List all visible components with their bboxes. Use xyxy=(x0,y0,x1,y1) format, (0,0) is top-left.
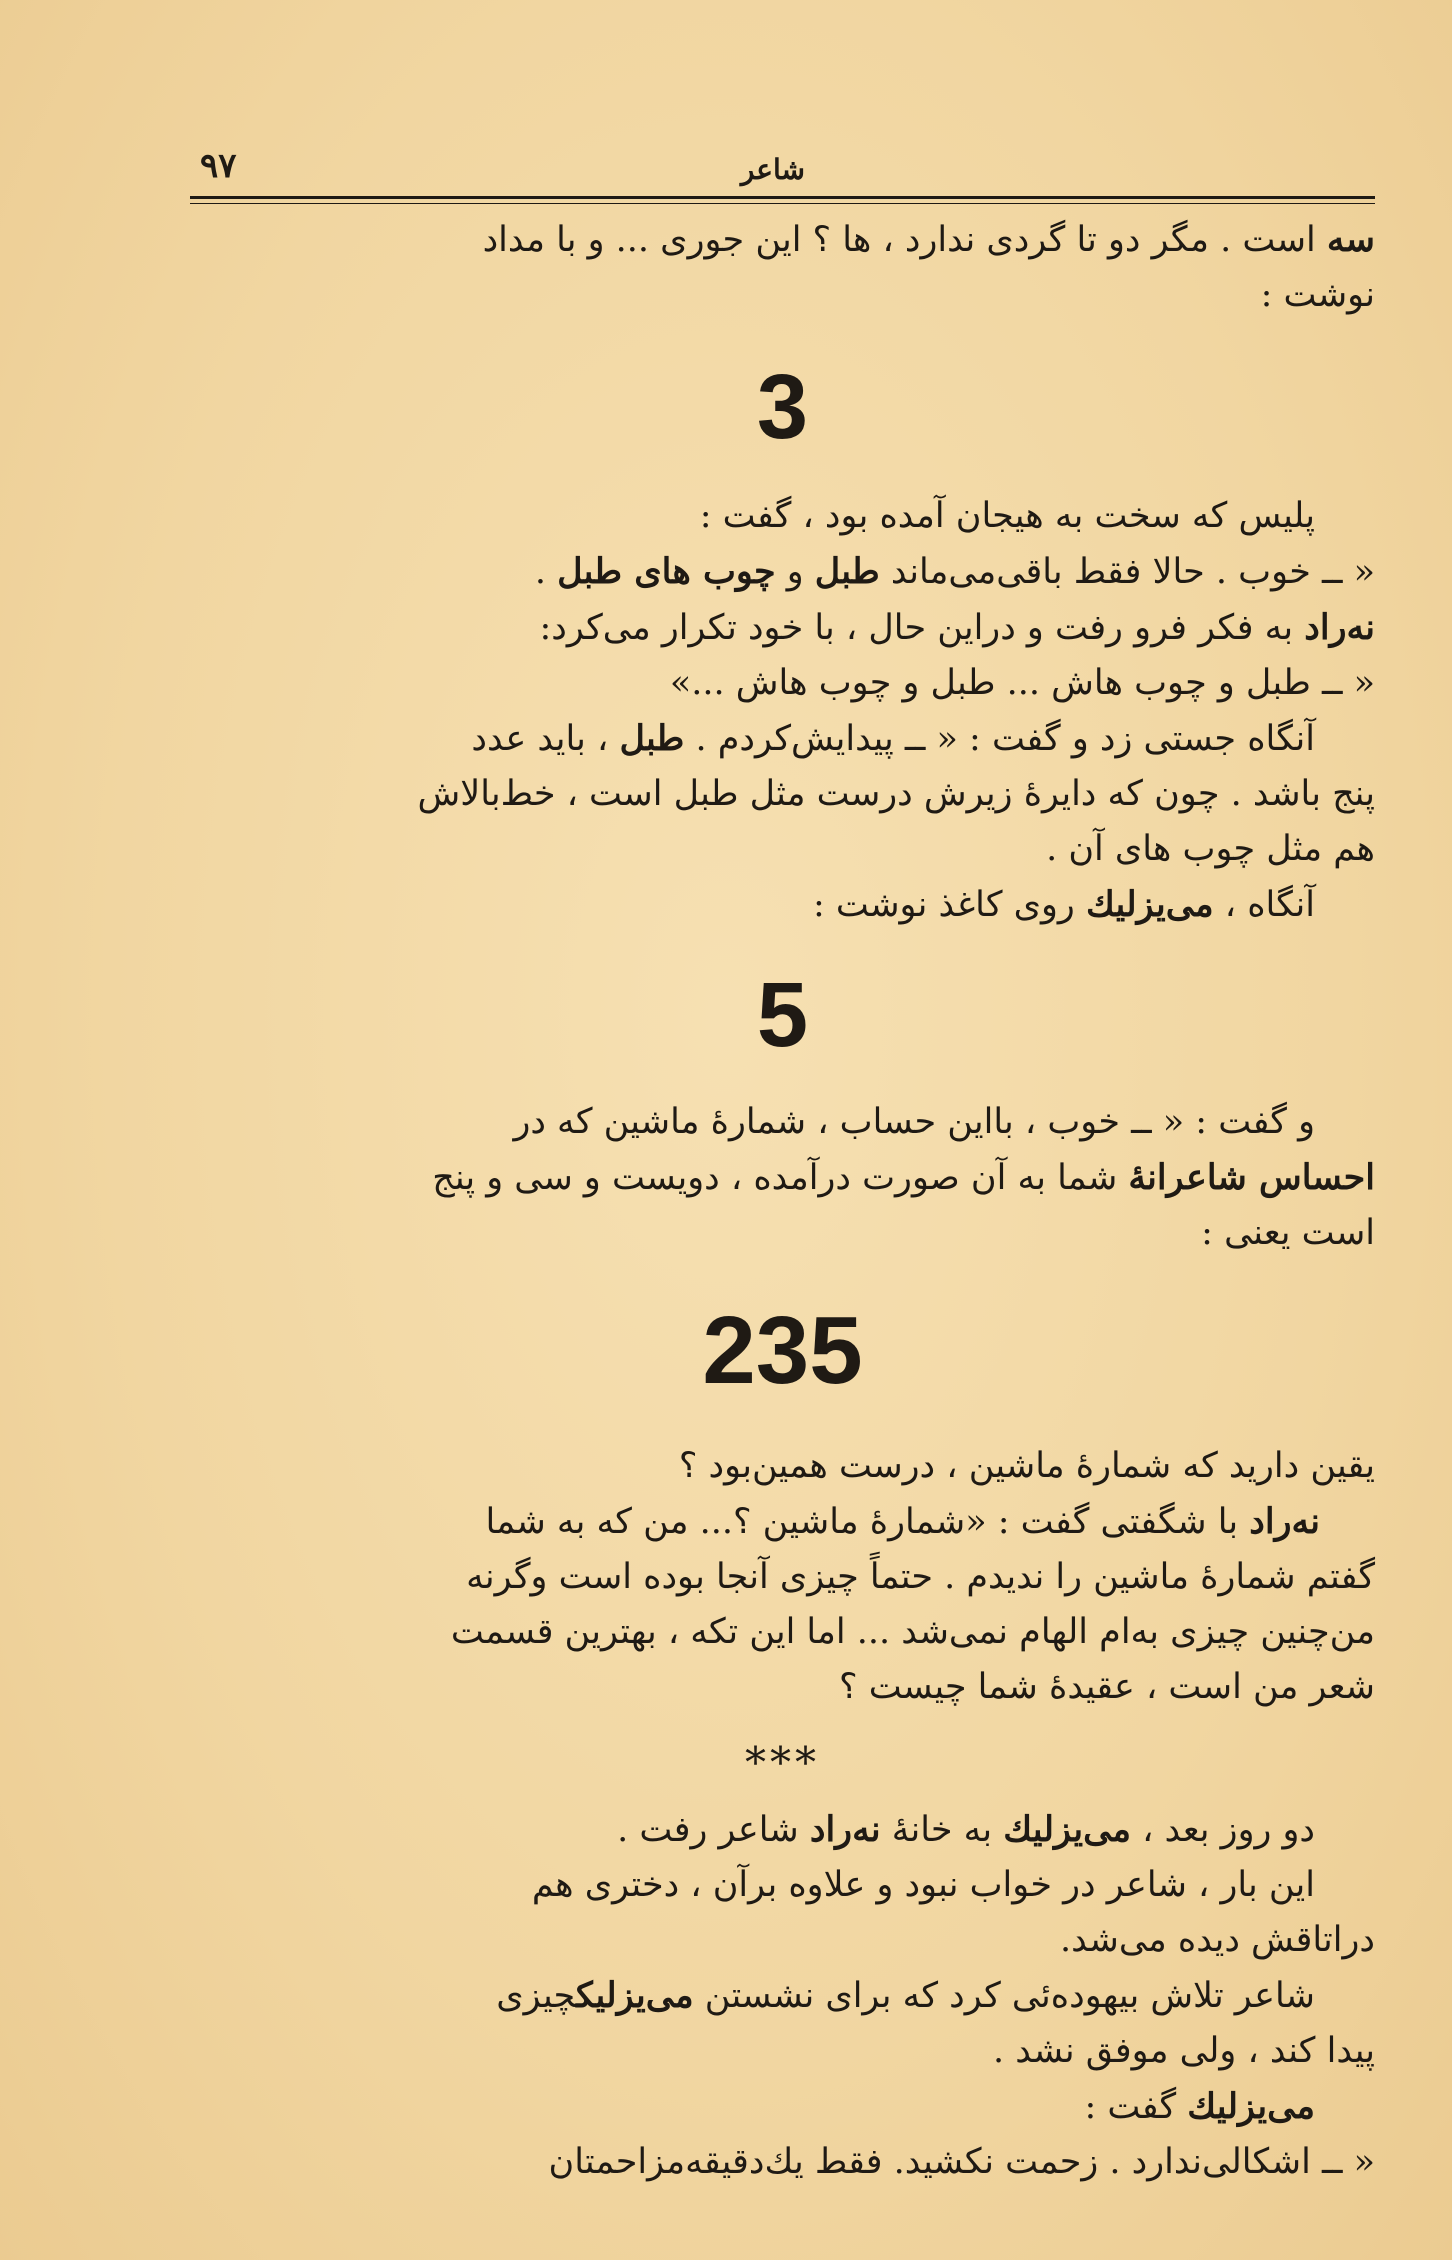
text-line: شعر من است ، عقیدهٔ شما چیست ؟ xyxy=(839,1667,1375,1707)
text-line: هم مثل چوب های آن . xyxy=(1046,829,1375,869)
big-number-5: 5 xyxy=(756,964,809,1066)
text-span: به خانهٔ xyxy=(880,1810,1004,1850)
text-line xyxy=(190,1150,1375,1206)
text-span: دو روز بعد ، xyxy=(1131,1810,1315,1850)
text-span: . xyxy=(534,552,558,592)
text-line xyxy=(190,1494,1375,1550)
big-number-3: 3 xyxy=(756,356,809,458)
bold-word: نه‌راد xyxy=(1304,607,1375,648)
bold-word: سه xyxy=(1326,219,1375,260)
text-line: من‌چنین چیزی به‌ام الهام نمی‌شد ... اما این تکه ، بهترین قسمت xyxy=(450,1612,1375,1652)
bold-word: می‌یزلیك xyxy=(1085,884,1214,925)
text-line: پلیس که سخت به هیجان آمده بود ، گفت : xyxy=(699,496,1315,536)
running-title: شاعر xyxy=(740,153,805,186)
text-span: شما به آن صورت درآمده ، دویست و سی و پنج xyxy=(432,1158,1129,1198)
text-span: آنگاه ، xyxy=(1213,885,1315,925)
text-line xyxy=(190,711,1375,767)
text-line: گفتم شمارهٔ ماشین را ندیدم . حتماً چیزی آنجا بوده است وگرنه xyxy=(466,1557,1375,1597)
text-line xyxy=(190,2079,1375,2135)
text-line xyxy=(190,600,1375,656)
bold-word: احساس شاعرانهٔ xyxy=(1128,1157,1375,1198)
text-line: این بار ، شاعر در خواب نبود و علاوه برآن ، دختری هم xyxy=(531,1865,1315,1905)
bold-word: طبل xyxy=(814,551,880,592)
text-span: است . مگر دو تا گردی ندارد ، ها ؟ این جوری ... و با مداد xyxy=(482,220,1327,260)
bold-word: طبل xyxy=(619,718,685,759)
text-line: نوشت : xyxy=(1260,275,1375,315)
header-rule-thin xyxy=(190,203,1375,204)
text-span: با شگفتی گفت : «شمارهٔ ماشین ؟... من که به شما xyxy=(485,1502,1250,1542)
text-line xyxy=(190,877,1375,933)
text-span: شاعر رفت . xyxy=(617,1810,810,1850)
text-span: ، باید عدد xyxy=(471,719,620,759)
text-line: « ــ اشکالی‌ندارد . زحمت نکشید. فقط یك‌دقیقه‌مزاحمتان xyxy=(548,2142,1375,2182)
bold-word: می‌یزلیك xyxy=(1187,2086,1315,2127)
bold-word: نه‌راد xyxy=(809,1809,881,1850)
bold-word: نه‌راد xyxy=(1249,1501,1320,1542)
section-separator: *** xyxy=(745,1738,820,1787)
text-line: دراتاقش دیده می‌شد. xyxy=(1060,1920,1375,1960)
text-line: و گفت : « ــ خوب ، بااین حساب ، شمارهٔ ماشین که در xyxy=(513,1102,1315,1142)
text-span: به فکر فرو رفت و دراین حال ، با خود تکرار می‌کرد: xyxy=(539,608,1305,648)
text-span: « ــ خوب . حالا فقط باقی‌می‌ماند xyxy=(879,552,1375,592)
page-number: ۹۷ xyxy=(200,146,237,186)
text-line: پیدا کند ، ولی موفق نشد . xyxy=(993,2031,1375,2071)
page-body xyxy=(190,212,1375,2190)
text-span: و xyxy=(775,552,815,592)
text-line xyxy=(190,212,1375,268)
text-line xyxy=(190,1968,1375,2024)
text-line: یقین دارید که شمارهٔ ماشین ، درست همین‌بود ؟ xyxy=(678,1446,1375,1486)
header-rule-thick xyxy=(190,196,1375,199)
bold-word: چوب های طبل xyxy=(557,551,776,592)
text-line xyxy=(190,544,1375,600)
text-span: چیزی xyxy=(496,1976,577,2016)
text-span: شاعر تلاش بیهوده‌ئی کرد که برای نشستن xyxy=(693,1976,1315,2016)
text-line: « ــ طبل و چوب هاش ... طبل و چوب هاش ...» xyxy=(669,663,1375,703)
text-line: است یعنی : xyxy=(1201,1213,1375,1253)
text-line xyxy=(190,1802,1375,1858)
text-span: آنگاه جستی زد و گفت : « ــ پیدایش‌کردم . xyxy=(684,719,1315,759)
page-header xyxy=(190,130,1375,186)
text-span: روی کاغذ نوشت : xyxy=(812,885,1086,925)
bold-word: می‌یزلیك xyxy=(576,1975,694,2016)
big-number-235: 235 xyxy=(702,1297,863,1404)
text-line: پنج باشد . چون که دایرهٔ زیرش درست مثل طبل است ، خط‌بالاش xyxy=(417,774,1375,814)
book-page xyxy=(190,130,1375,2190)
text-span: گفت : xyxy=(1084,2087,1188,2127)
bold-word: می‌یزلیك xyxy=(1003,1809,1131,1850)
